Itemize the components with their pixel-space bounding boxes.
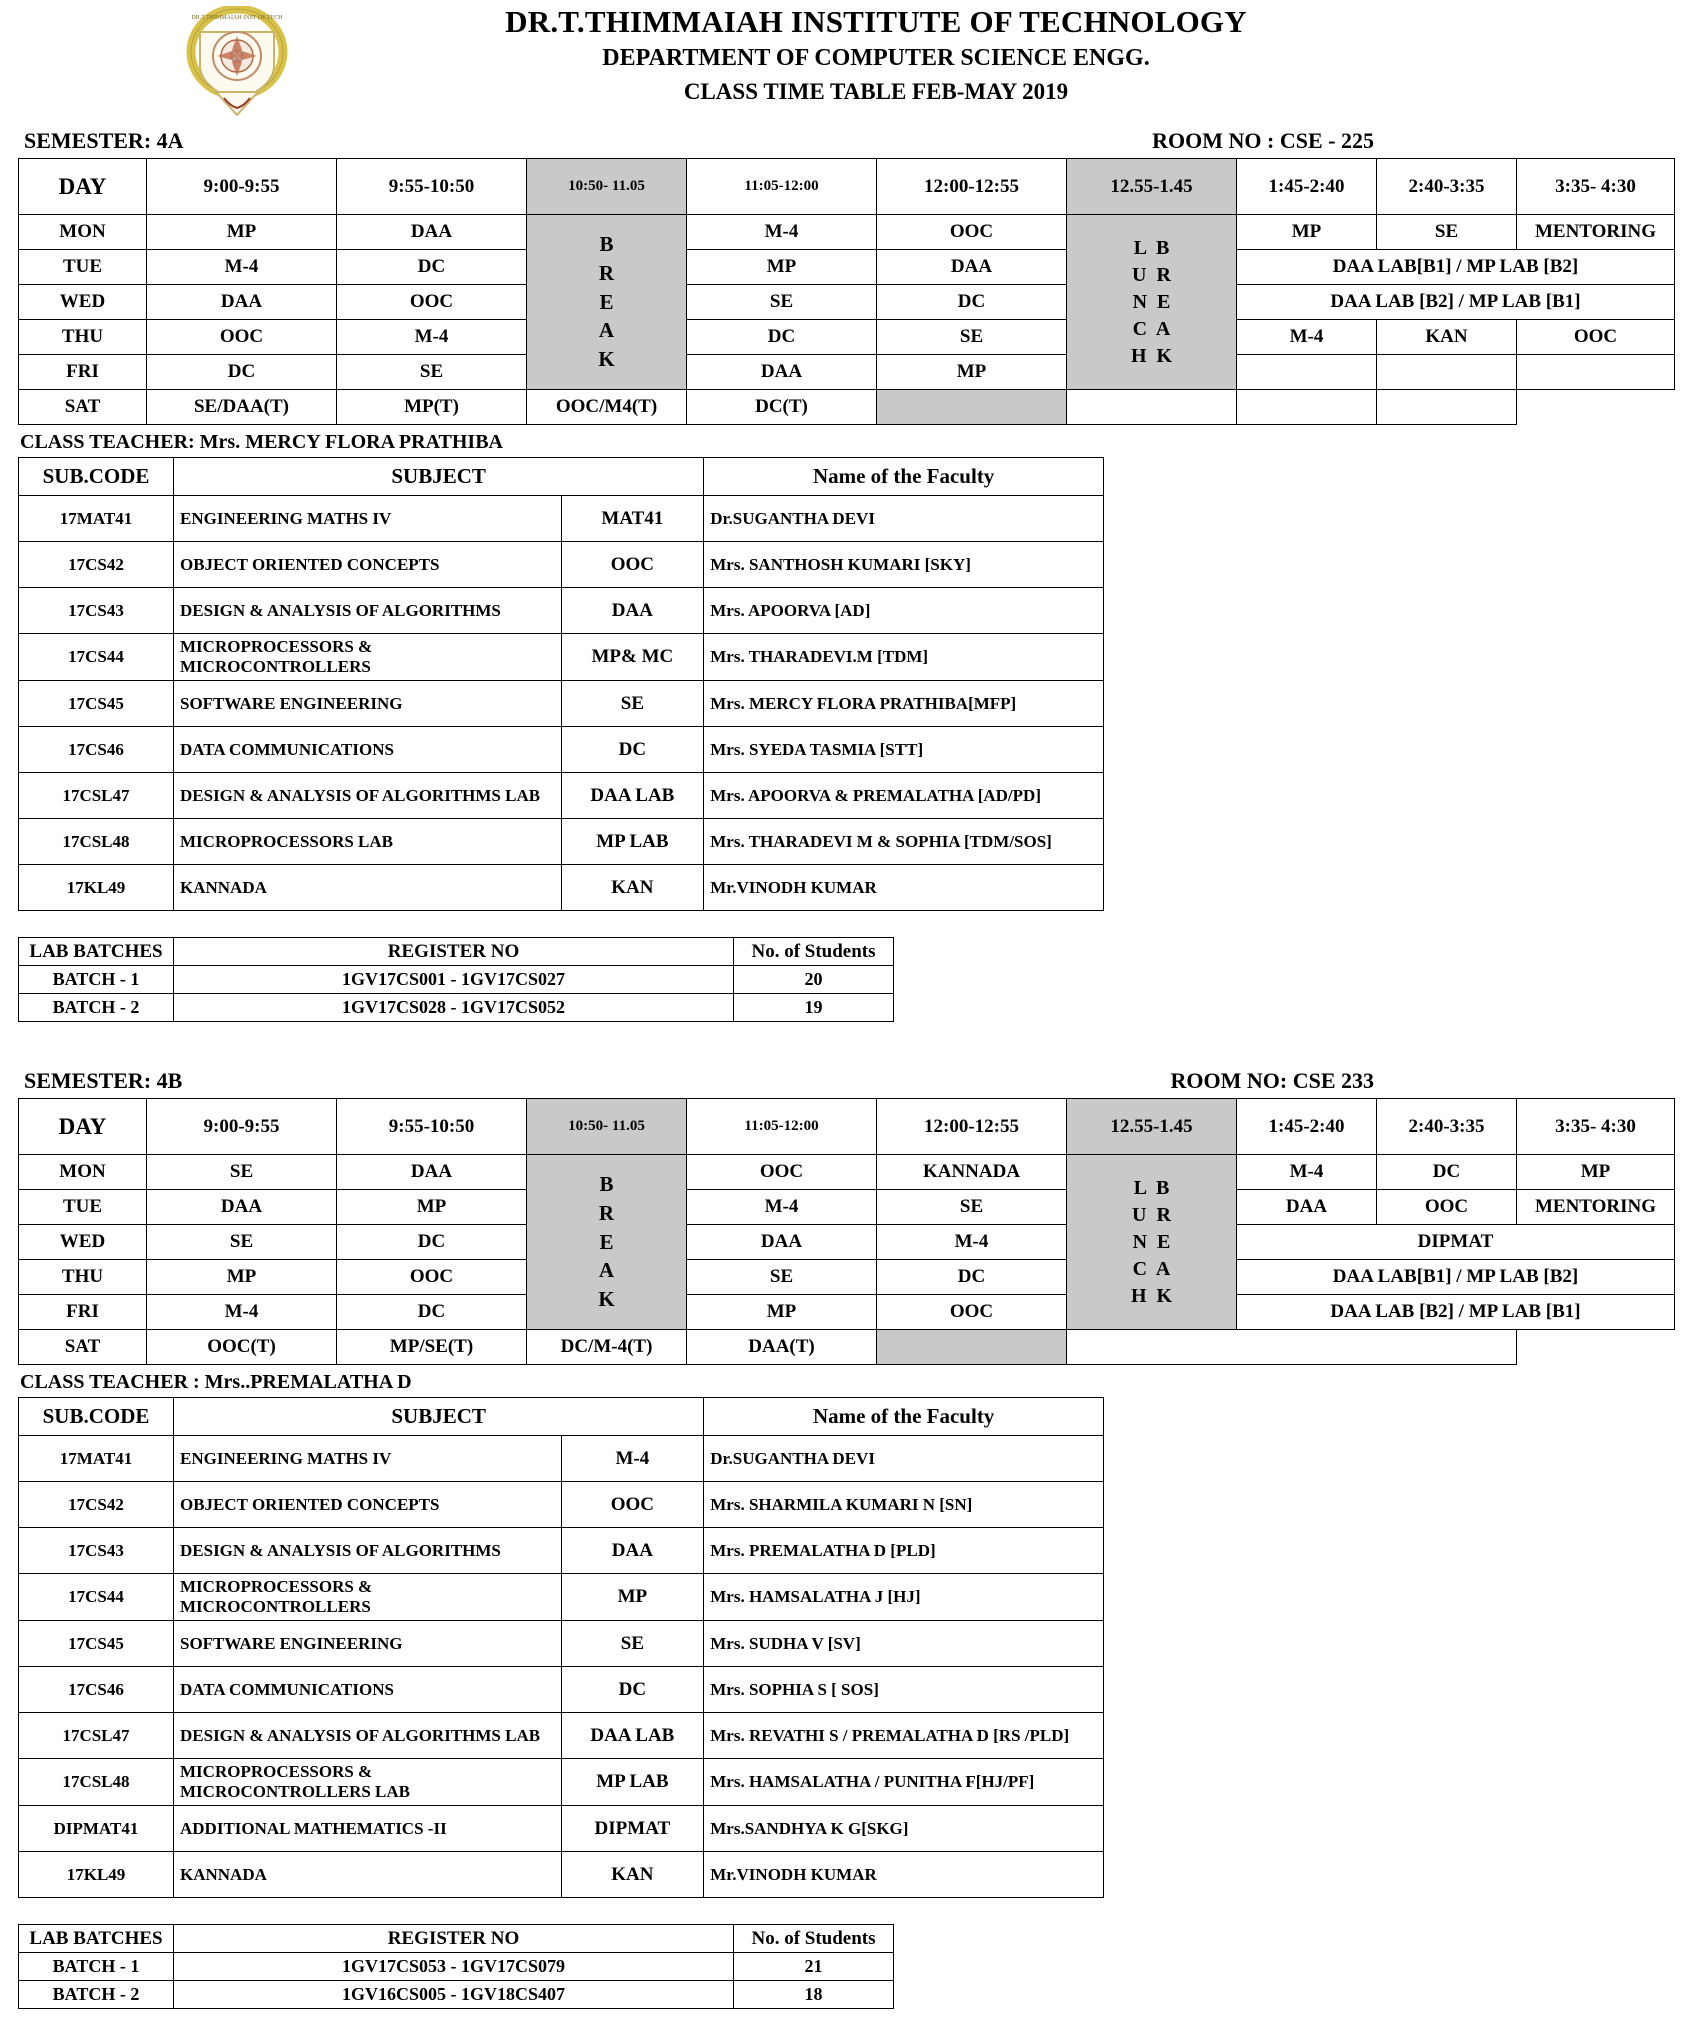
subject-row [19, 1806, 1104, 1852]
timetable-col-header: 9:55-10:50 [337, 159, 527, 215]
subject-abbreviation: DAA LAB [561, 1713, 704, 1759]
semester-label: SEMESTER: 4B [24, 1068, 183, 1093]
timetable-col-header: 11:05-12:00 [687, 159, 877, 215]
subject-row [19, 588, 1104, 634]
lab-batch-student-count: 19 [734, 994, 894, 1022]
subject-row [19, 1759, 1104, 1806]
subject-row [19, 727, 1104, 773]
timetable-period-cell: MP [687, 250, 877, 285]
subject-row [19, 496, 1104, 542]
timetable-row [19, 1260, 1675, 1295]
timetable-period-cell: OOC [687, 1155, 877, 1190]
subject-abbreviation: MAT41 [561, 496, 704, 542]
lab-batch-name: BATCH - 1 [19, 1953, 174, 1981]
faculty-name: Mrs. SYEDA TASMIA [STT] [704, 727, 1104, 773]
institute-title: DR.T.THIMMAIAH INSTITUTE OF TECHNOLOGY [505, 4, 1247, 39]
lab-batches-header: LAB BATCHES [19, 938, 174, 966]
faculty-name: Mrs. HAMSALATHA J [HJ] [704, 1574, 1104, 1621]
lab-batch-student-count: 20 [734, 966, 894, 994]
subject-name: OBJECT ORIENTED CONCEPTS [174, 1482, 562, 1528]
timetable-period-cell: DC/M-4(T) [527, 1330, 687, 1365]
timetable-period-cell: M-4 [147, 1295, 337, 1330]
semester-room-line [18, 128, 1674, 154]
lab-batch-row [19, 966, 894, 994]
timetable-day-cell: FRI [19, 355, 147, 390]
faculty-name: Mrs. SHARMILA KUMARI N [SN] [704, 1482, 1104, 1528]
timetable-row [19, 1330, 1675, 1365]
timetable-period-cell: OOC [1517, 320, 1675, 355]
timetable-period-cell: MP [687, 1295, 877, 1330]
subject-table-header: SUBJECT [174, 1398, 704, 1436]
faculty-name: Mrs. PREMALATHA D [PLD] [704, 1528, 1104, 1574]
room-label: ROOM NO: CSE 233 [1170, 1068, 1374, 1093]
lunch-break-sat-cell [877, 1330, 1067, 1365]
subject-row [19, 1436, 1104, 1482]
lab-batch-register-range: 1GV16CS005 - 1GV18CS407 [174, 1981, 734, 2009]
department-title: DEPARTMENT OF COMPUTER SCIENCE ENGG. [602, 44, 1150, 71]
timetable-period-cell: DC [877, 285, 1067, 320]
timetable-period-cell: SE [337, 355, 527, 390]
timetable-day-cell: FRI [19, 1295, 147, 1330]
timetable-row [19, 1155, 1675, 1190]
timetable-afternoon-span-cell: DAA LAB[B1] / MP LAB [B2] [1237, 250, 1675, 285]
timetable-period-cell: DC [337, 1225, 527, 1260]
subject-code: 17CSL48 [19, 1759, 174, 1806]
timetable-row [19, 355, 1675, 390]
timetable-period-cell: MP/SE(T) [337, 1330, 527, 1365]
room-label: ROOM NO : CSE - 225 [1152, 128, 1374, 153]
timetable-period-cell: MP [1517, 1155, 1675, 1190]
timetable-col-header: DAY [19, 159, 147, 215]
subject-name: ENGINEERING MATHS IV [174, 496, 562, 542]
subject-code: 17CSL47 [19, 1713, 174, 1759]
subject-code: 17CS44 [19, 1574, 174, 1621]
subject-code: 17KL49 [19, 865, 174, 911]
timetable-period-cell: DAA [337, 1155, 527, 1190]
timetable-period-cell: OOC [877, 215, 1067, 250]
faculty-name: Mrs. SOPHIA S [ SOS] [704, 1667, 1104, 1713]
lab-batches-header: REGISTER NO [174, 938, 734, 966]
subject-name: DESIGN & ANALYSIS OF ALGORITHMS [174, 588, 562, 634]
subject-row [19, 1713, 1104, 1759]
timetable-period-cell: OOC [877, 1295, 1067, 1330]
lab-batch-name: BATCH - 2 [19, 994, 174, 1022]
timetable-day-cell: WED [19, 1225, 147, 1260]
lab-batch-student-count: 21 [734, 1953, 894, 1981]
subject-code: 17CS44 [19, 634, 174, 681]
subject-name: OBJECT ORIENTED CONCEPTS [174, 542, 562, 588]
timetable-col-header: 10:50- 11.05 [527, 1099, 687, 1155]
faculty-name: Mrs. THARADEVI.M [TDM] [704, 634, 1104, 681]
subject-table-header: Name of the Faculty [704, 1398, 1104, 1436]
subject-name: MICROPROCESSORS & MICROCONTROLLERS [174, 1574, 562, 1621]
break-column-cell: B R E A K [527, 1155, 687, 1330]
lab-batch-register-range: 1GV17CS001 - 1GV17CS027 [174, 966, 734, 994]
subject-code: 17KL49 [19, 1852, 174, 1898]
timetable-period-cell [1377, 390, 1517, 425]
timetable-period-cell: SE [687, 1260, 877, 1295]
subject-abbreviation: KAN [561, 865, 704, 911]
timetable-period-cell: M-4 [687, 1190, 877, 1225]
subject-name: MICROPROCESSORS & MICROCONTROLLERS [174, 634, 562, 681]
timetable-col-header: 10:50- 11.05 [527, 159, 687, 215]
timetable-period-cell: OOC [147, 320, 337, 355]
lab-batches-header: LAB BATCHES [19, 1925, 174, 1953]
timetable-period-cell [1237, 355, 1377, 390]
timetable-period-cell: SE [147, 1155, 337, 1190]
subject-row [19, 1574, 1104, 1621]
subject-code: 17CS43 [19, 588, 174, 634]
subject-code: 17CS43 [19, 1528, 174, 1574]
timetable-day-cell: THU [19, 320, 147, 355]
subject-row [19, 542, 1104, 588]
timetable-row [19, 1225, 1675, 1260]
timetable-period-cell: OOC/M4(T) [527, 390, 687, 425]
timetable-row [19, 390, 1675, 425]
timetable-afternoon-span-cell [1067, 1330, 1517, 1365]
faculty-name: Mr.VINODH KUMAR [704, 1852, 1104, 1898]
timetable-col-header: 12.55-1.45 [1067, 1099, 1237, 1155]
subject-abbreviation: MP LAB [561, 1759, 704, 1806]
faculty-name: Mrs. APOORVA [AD] [704, 588, 1104, 634]
lab-batches-table [18, 1924, 894, 2009]
subject-name: SOFTWARE ENGINEERING [174, 1621, 562, 1667]
subject-row [19, 1852, 1104, 1898]
timetable-period-cell: SE [147, 1225, 337, 1260]
timetable-day-cell: TUE [19, 250, 147, 285]
class-teacher-label: CLASS TEACHER : Mrs..PREMALATHA D [20, 1371, 412, 1393]
subject-table-header: SUB.CODE [19, 458, 174, 496]
timetable-period-cell: M-4 [147, 250, 337, 285]
timetable-period-cell: M-4 [687, 215, 877, 250]
lab-batches-header: No. of Students [734, 1925, 894, 1953]
faculty-name: Mrs. REVATHI S / PREMALATHA D [RS /PLD] [704, 1713, 1104, 1759]
section-spacer [18, 1022, 1674, 1064]
timetable-day-cell: MON [19, 215, 147, 250]
subject-name: SOFTWARE ENGINEERING [174, 681, 562, 727]
timetable-period-cell [1067, 390, 1237, 425]
subject-abbreviation: MP LAB [561, 819, 704, 865]
lunch-break-column-cell: L B U R N E C A H K [1067, 1155, 1237, 1330]
timetable-period-cell: MENTORING [1517, 215, 1675, 250]
timetable-col-header: 2:40-3:35 [1377, 159, 1517, 215]
lab-batches-header: REGISTER NO [174, 1925, 734, 1953]
timetable-period-cell [1237, 390, 1377, 425]
subject-code: 17MAT41 [19, 496, 174, 542]
subject-row [19, 1621, 1104, 1667]
lab-batches-table [18, 937, 894, 1022]
timetable-period-cell: MP [1237, 215, 1377, 250]
timetable-day-cell: SAT [19, 390, 147, 425]
subject-code: 17CS46 [19, 727, 174, 773]
faculty-name: Mr.VINODH KUMAR [704, 865, 1104, 911]
faculty-name: Mrs. SUDHA V [SV] [704, 1621, 1104, 1667]
timetable-col-header: 12:00-12:55 [877, 1099, 1067, 1155]
faculty-name: Dr.SUGANTHA DEVI [704, 496, 1104, 542]
subject-abbreviation: DIPMAT [561, 1806, 704, 1852]
subject-name: KANNADA [174, 865, 562, 911]
break-column-cell: B R E A K [527, 215, 687, 390]
timetable-period-cell: DAA [147, 1190, 337, 1225]
document-title: CLASS TIME TABLE FEB-MAY 2019 [683, 78, 1069, 104]
document-header [18, 4, 1674, 124]
timetable-day-cell: WED [19, 285, 147, 320]
timetable-row [19, 1295, 1675, 1330]
timetable-col-header: 9:55-10:50 [337, 1099, 527, 1155]
timetable-grid [18, 1098, 1675, 1365]
semester-label: SEMESTER: 4A [24, 128, 184, 153]
subject-table [18, 1397, 1104, 1898]
timetable-col-header: 1:45-2:40 [1237, 159, 1377, 215]
timetable-period-cell: MP [337, 1190, 527, 1225]
subject-name: MICROPROCESSORS LAB [174, 819, 562, 865]
timetable-period-cell: OOC [337, 1260, 527, 1295]
lunch-break-sat-cell [877, 390, 1067, 425]
subject-name: DESIGN & ANALYSIS OF ALGORITHMS LAB [174, 1713, 562, 1759]
subject-abbreviation: OOC [561, 542, 704, 588]
subject-name: DATA COMMUNICATIONS [174, 727, 562, 773]
semester-section [18, 128, 1674, 1064]
timetable-period-cell: SE/DAA(T) [147, 390, 337, 425]
lab-batch-name: BATCH - 1 [19, 966, 174, 994]
subject-abbreviation: SE [561, 681, 704, 727]
subject-row [19, 865, 1104, 911]
timetable-afternoon-span-cell: DAA LAB [B2] / MP LAB [B1] [1237, 1295, 1675, 1330]
svg-text:DR.T.THIMMAIAH INST OF TECH: DR.T.THIMMAIAH INST OF TECH [191, 15, 283, 21]
subject-row [19, 681, 1104, 727]
subject-table-header: SUB.CODE [19, 1398, 174, 1436]
institute-crest-logo [178, 6, 296, 116]
timetable-day-cell: SAT [19, 1330, 147, 1365]
subject-code: DIPMAT41 [19, 1806, 174, 1852]
subject-name: KANNADA [174, 1852, 562, 1898]
timetable-col-header: 3:35- 4:30 [1517, 159, 1675, 215]
timetable-col-header: 3:35- 4:30 [1517, 1099, 1675, 1155]
timetable-period-cell: DAA [147, 285, 337, 320]
lab-batch-row [19, 994, 894, 1022]
timetable-period-cell: DC [147, 355, 337, 390]
timetable-period-cell [1517, 355, 1675, 390]
timetable-period-cell: DC [1377, 1155, 1517, 1190]
subject-code: 17CSL48 [19, 819, 174, 865]
subject-name: DESIGN & ANALYSIS OF ALGORITHMS [174, 1528, 562, 1574]
timetable-period-cell: DAA [1237, 1190, 1377, 1225]
timetable-row [19, 215, 1675, 250]
faculty-name: Dr.SUGANTHA DEVI [704, 1436, 1104, 1482]
semester-section [18, 1068, 1674, 2009]
timetable-period-cell: DC [337, 1295, 527, 1330]
subject-abbreviation: DC [561, 727, 704, 773]
subject-code: 17CS42 [19, 542, 174, 588]
lab-batch-register-range: 1GV17CS028 - 1GV17CS052 [174, 994, 734, 1022]
timetable-col-header: 9:00-9:55 [147, 159, 337, 215]
subject-code: 17CSL47 [19, 773, 174, 819]
timetable-period-cell: DC(T) [687, 390, 877, 425]
lab-batch-row [19, 1953, 894, 1981]
subject-abbreviation: M-4 [561, 1436, 704, 1482]
timetable-row [19, 320, 1675, 355]
timetable-row [19, 250, 1675, 285]
timetable-period-cell [1377, 355, 1517, 390]
timetable-row [19, 1190, 1675, 1225]
subject-abbreviation: SE [561, 1621, 704, 1667]
timetable-col-header: 12:00-12:55 [877, 159, 1067, 215]
timetable-period-cell: SE [877, 1190, 1067, 1225]
lab-batches-header: No. of Students [734, 938, 894, 966]
timetable-period-cell: DAA [877, 250, 1067, 285]
subject-abbreviation: OOC [561, 1482, 704, 1528]
timetable-period-cell: DC [687, 320, 877, 355]
subject-code: 17CS45 [19, 1621, 174, 1667]
lab-batch-register-range: 1GV17CS053 - 1GV17CS079 [174, 1953, 734, 1981]
subject-abbreviation: DAA LAB [561, 773, 704, 819]
subject-name: DESIGN & ANALYSIS OF ALGORITHMS LAB [174, 773, 562, 819]
timetable-period-cell: M-4 [337, 320, 527, 355]
lab-batch-student-count: 18 [734, 1981, 894, 2009]
timetable-afternoon-span-cell: DIPMAT [1237, 1225, 1675, 1260]
timetable-period-cell: OOC [1377, 1190, 1517, 1225]
faculty-name: Mrs. MERCY FLORA PRATHIBA[MFP] [704, 681, 1104, 727]
subject-name: DATA COMMUNICATIONS [174, 1667, 562, 1713]
lunch-break-column-cell: L B U R N E C A H K [1067, 215, 1237, 390]
timetable-period-cell: SE [687, 285, 877, 320]
timetable-period-cell: SE [1377, 215, 1517, 250]
subject-name: ADDITIONAL MATHEMATICS -II [174, 1806, 562, 1852]
timetable-day-cell: THU [19, 1260, 147, 1295]
subject-name: ENGINEERING MATHS IV [174, 1436, 562, 1482]
faculty-name: Mrs. THARADEVI M & SOPHIA [TDM/SOS] [704, 819, 1104, 865]
timetable-period-cell: DAA [337, 215, 527, 250]
timetable-col-header: 11:05-12:00 [687, 1099, 877, 1155]
timetable-col-header: 2:40-3:35 [1377, 1099, 1517, 1155]
lab-batch-row [19, 1981, 894, 2009]
timetable-col-header: DAY [19, 1099, 147, 1155]
timetable-col-header: 12.55-1.45 [1067, 159, 1237, 215]
timetable-period-cell: KANNADA [877, 1155, 1067, 1190]
timetable-period-cell: DAA [687, 1225, 877, 1260]
timetable-period-cell: M-4 [1237, 320, 1377, 355]
timetable-period-cell: MP(T) [337, 390, 527, 425]
faculty-name: Mrs.SANDHYA K G[SKG] [704, 1806, 1104, 1852]
subject-abbreviation: MP [561, 1574, 704, 1621]
subject-code: 17MAT41 [19, 1436, 174, 1482]
timetable-period-cell: KAN [1377, 320, 1517, 355]
timetable-period-cell: DAA [687, 355, 877, 390]
semester-room-line [18, 1068, 1674, 1094]
timetable-period-cell: M-4 [877, 1225, 1067, 1260]
timetable-period-cell: SE [877, 320, 1067, 355]
timetable-period-cell: OOC(T) [147, 1330, 337, 1365]
timetable-period-cell: MP [147, 215, 337, 250]
subject-abbreviation: DAA [561, 588, 704, 634]
subject-abbreviation: KAN [561, 1852, 704, 1898]
faculty-name: Mrs. SANTHOSH KUMARI [SKY] [704, 542, 1104, 588]
timetable-period-cell: DC [337, 250, 527, 285]
timetable-period-cell: OOC [337, 285, 527, 320]
lab-batch-name: BATCH - 2 [19, 1981, 174, 2009]
timetable-period-cell: MENTORING [1517, 1190, 1675, 1225]
timetable-period-cell: MP [147, 1260, 337, 1295]
timetable-period-cell: DAA(T) [687, 1330, 877, 1365]
subject-code: 17CS45 [19, 681, 174, 727]
subject-table-header: SUBJECT [174, 458, 704, 496]
faculty-name: Mrs. APOORVA & PREMALATHA [AD/PD] [704, 773, 1104, 819]
timetable-afternoon-span-cell: DAA LAB [B2] / MP LAB [B1] [1237, 285, 1675, 320]
subject-table-header: Name of the Faculty [704, 458, 1104, 496]
timetable-period-cell: DC [877, 1260, 1067, 1295]
timetable-col-header: 1:45-2:40 [1237, 1099, 1377, 1155]
timetable-day-cell: TUE [19, 1190, 147, 1225]
subject-name: MICROPROCESSORS & MICROCONTROLLERS LAB [174, 1759, 562, 1806]
timetable-row [19, 285, 1675, 320]
subject-abbreviation: DC [561, 1667, 704, 1713]
timetable-period-cell: MP [877, 355, 1067, 390]
timetable-day-cell: MON [19, 1155, 147, 1190]
subject-row [19, 1528, 1104, 1574]
subject-code: 17CS42 [19, 1482, 174, 1528]
class-teacher-label: CLASS TEACHER: Mrs. MERCY FLORA PRATHIBA [20, 431, 503, 453]
subject-row [19, 1667, 1104, 1713]
subject-row [19, 634, 1104, 681]
subject-row [19, 773, 1104, 819]
timetable-col-header: 9:00-9:55 [147, 1099, 337, 1155]
sections-container [18, 128, 1674, 2009]
timetable-period-cell: M-4 [1237, 1155, 1377, 1190]
subject-code: 17CS46 [19, 1667, 174, 1713]
timetable-grid [18, 158, 1675, 425]
subject-abbreviation: DAA [561, 1528, 704, 1574]
faculty-name: Mrs. HAMSALATHA / PUNITHA F[HJ/PF] [704, 1759, 1104, 1806]
subject-row [19, 1482, 1104, 1528]
subject-row [19, 819, 1104, 865]
timetable-afternoon-span-cell: DAA LAB[B1] / MP LAB [B2] [1237, 1260, 1675, 1295]
subject-table [18, 457, 1104, 911]
subject-abbreviation: MP& MC [561, 634, 704, 681]
